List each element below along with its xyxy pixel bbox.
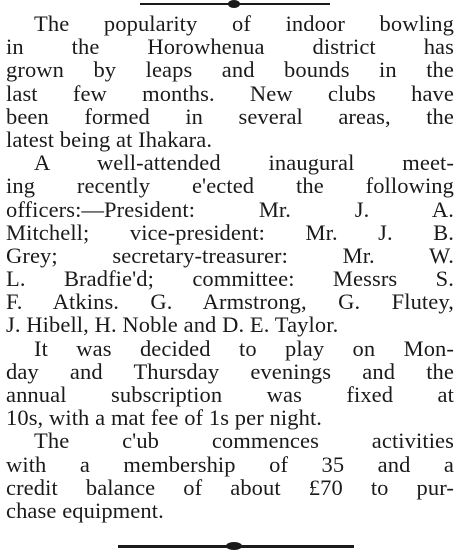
article-line: The popularity of indoor bowling: [34, 11, 454, 36]
article-line: A well-attended inaugural meet-: [34, 150, 454, 176]
article-line: grown by leaps and bounds in the: [6, 57, 454, 83]
article-line: credit balance of about £70 to pur-: [6, 474, 454, 500]
article-line: F. Atkins. G. Armstrong, G. Flutey,: [6, 289, 454, 315]
article-line: The c'ub commences activities: [34, 428, 454, 454]
paragraph-3: [6, 337, 454, 430]
article-line: with a membership of 35 and a: [6, 451, 454, 477]
article-line: J. Hibell, H. Noble and D. E. Taylor.: [6, 312, 339, 338]
article-line: L. Bradfie'd; committee: Messrs S.: [6, 266, 454, 292]
article-line: day and Thursday evenings and the: [6, 358, 454, 384]
article-line: chase equipment.: [6, 497, 164, 523]
article-line: annual subscription was fixed at: [6, 382, 454, 407]
bottom-column-rule: [118, 545, 354, 548]
article-line: latest being at Ihakara.: [6, 126, 213, 152]
article-line: It was decided to play on Mon-: [34, 335, 454, 361]
article-line: Mitchell; vice-president: Mr. J. B.: [6, 219, 454, 245]
paragraph-2: [6, 151, 454, 337]
top-column-rule: [140, 3, 330, 5]
paragraph-4: [6, 429, 454, 522]
article-line: Grey; secretary-treasurer: Mr. W.: [6, 242, 454, 268]
article-line: officers:—President: Mr. J. A.: [6, 196, 454, 222]
paragraph-1: [6, 12, 454, 151]
article-body: [6, 12, 454, 522]
article-line: 10s, with a mat fee of 1s per night.: [6, 405, 323, 431]
article-line: in the Horowhenua district has: [6, 34, 454, 60]
article-line: been formed in several areas, the: [6, 103, 454, 129]
article-line: ing recently e'ected the following: [6, 173, 454, 199]
article-line: last few months. New clubs have: [6, 80, 454, 106]
